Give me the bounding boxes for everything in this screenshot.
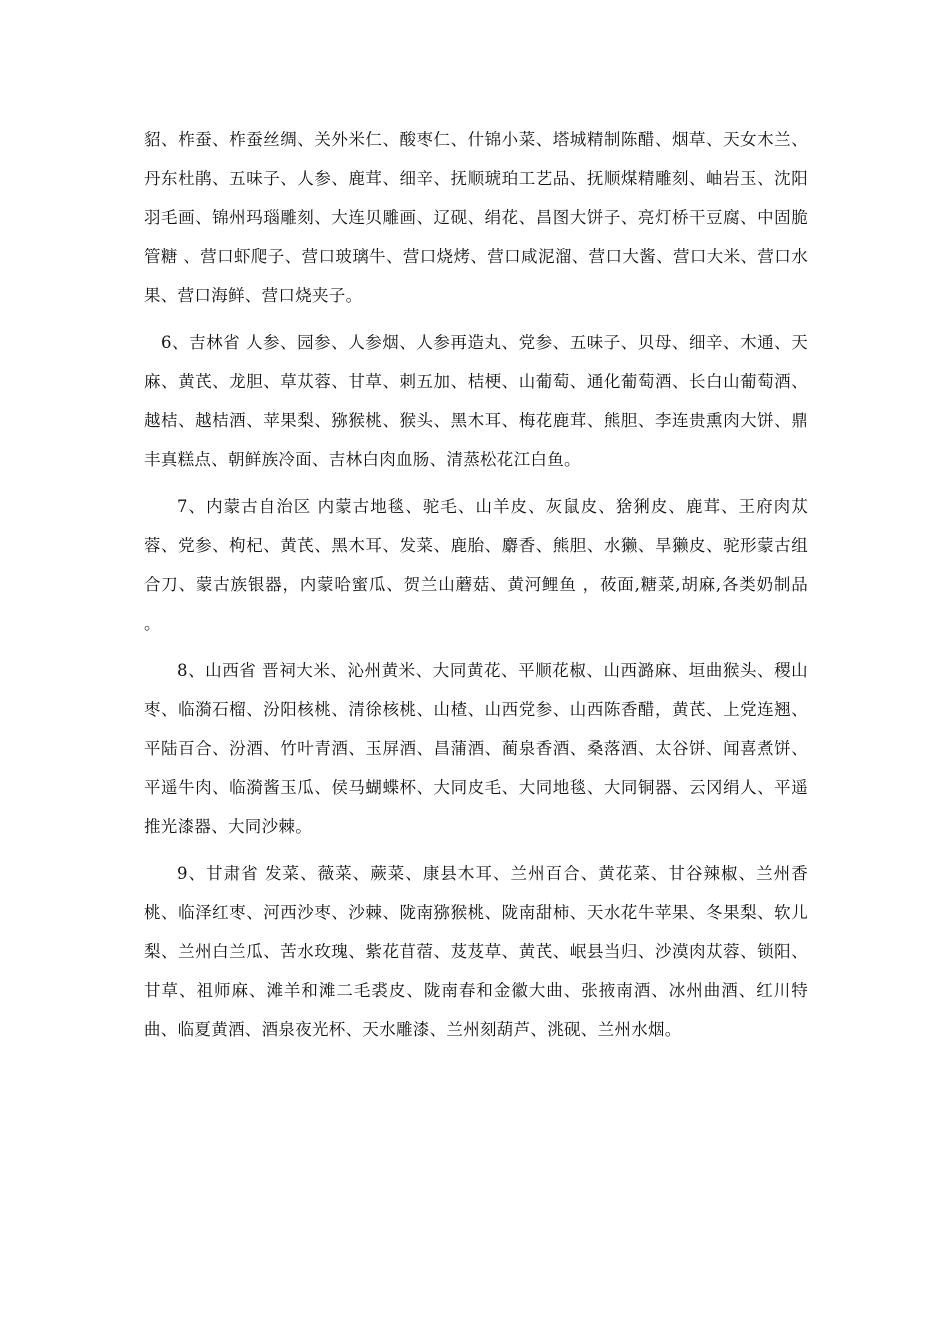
paragraph-gansu: 9、甘肃省 发菜、薇菜、蕨菜、康县木耳、兰州百合、黄花菜、甘谷辣椒、兰州香桃、临泽红枣、河西沙枣、沙棘、陇南猕猴桃、陇南甜柿、天水花牛苹果、冬果梨、软儿梨、兰州白兰瓜、苦水玫瑰、紫花苜蓿、芨芨草、黄芪、岷县当归、沙漠肉苁蓉、锁阳、甘草、祖师麻、滩羊和滩二毛裘皮、陇南春和金徽大曲、张掖南酒、冰州曲酒、红川特曲、临夏黄酒、酒泉夜光杯、天水雕漆、兰州刻葫芦、洮砚、兰州水烟。	[144, 864, 808, 1039]
paragraph-inner-mongolia: 7、内蒙古自治区 内蒙古地毯、驼毛、山羊皮、灰鼠皮、猞猁皮、鹿茸、王府肉苁蓉、党参、枸杞、黄芪、黑木耳、发菜、鹿胎、麝香、熊胆、水獭、旱獭皮、驼形蒙古组合刀、蒙古族银器，内蒙哈蜜瓜、贺兰山蘑菇、黄河鲤鱼 ，莜面,糖菜,胡麻,各类奶制品 。	[144, 497, 808, 633]
document-body	[144, 120, 808, 1057]
paragraph-shanxi: 8、山西省 晋祠大米、沁州黄米、大同黄花、平顺花椒、山西潞麻、垣曲猴头、稷山枣、临漪石榴、汾阳核桃、清徐核桃、山楂、山西党参、山西陈香醋，黄芪、上党连翘、平陆百合、汾酒、竹叶青酒、玉屏酒、昌蒲酒、蔺泉香酒、桑落酒、太谷饼、闻喜煮饼、平遥牛肉、临漪酱玉瓜、侯马蝴蝶杯、大同皮毛、大同地毯、大同铜器、云冈绢人、平遥推光漆器、大同沙棘。	[144, 661, 808, 836]
paragraph-jilin: 6、吉林省 人参、园参、人参烟、人参再造丸、党参、五味子、贝母、细辛、木通、天麻、黄芪、龙胆、草苁蓉、甘草、刺五加、桔梗、山葡萄、通化葡萄酒、长白山葡萄酒、越桔、越桔酒、苹果梨、猕猴桃、猴头、黑木耳、梅花鹿茸、熊胆、李连贵熏肉大饼、鼎丰真糕点、朝鲜族冷面、吉林白肉血肠、清蒸松花江白鱼。	[144, 333, 808, 469]
paragraph-liaoning-continued: 貂、柞蚕、柞蚕丝绸、关外米仁、酸枣仁、什锦小菜、塔城精制陈醋、烟草、天女木兰、丹东杜鹃、五味子、人参、鹿茸、细辛、抚顺琥珀工艺品、抚顺煤精雕刻、岫岩玉、沈阳羽毛画、锦州玛瑙雕刻、大连贝雕画、辽砚、绢花、昌图大饼子、亮灯桥干豆腐、中固脆管糖 、营口虾爬子、营口玻璃牛、营口烧烤、营口咸泥溜、营口大酱、营口大米、营口水果、营口海鲜、营口烧夹子。	[144, 130, 808, 305]
